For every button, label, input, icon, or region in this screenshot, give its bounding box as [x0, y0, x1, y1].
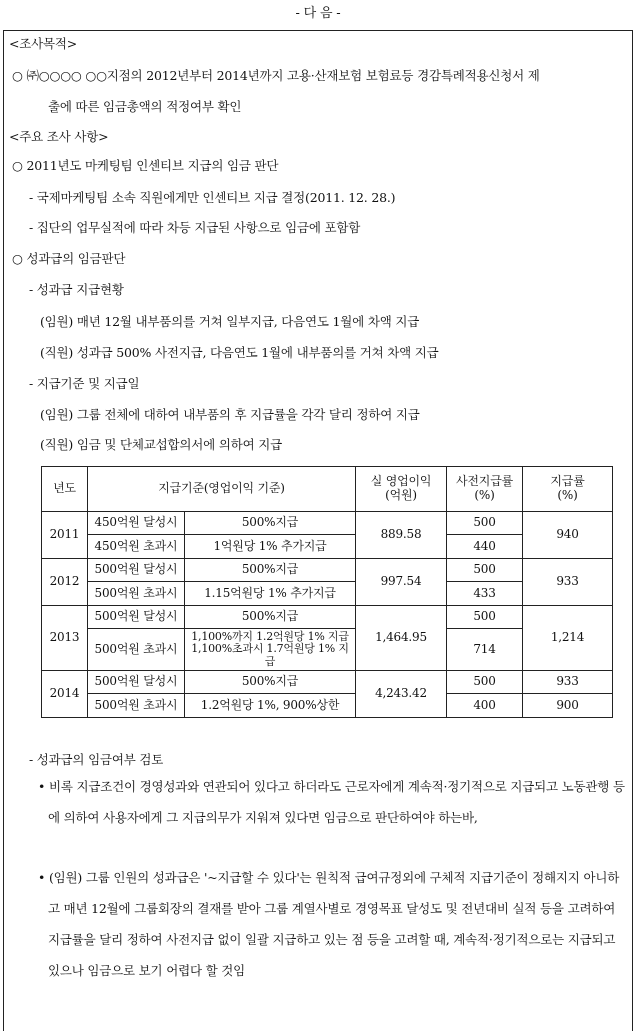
purpose-line-2: 출에 따른 임금총액의 적정여부 확인: [48, 99, 242, 114]
profit-value: 4,243.42: [356, 670, 447, 717]
criteria-detail: 500%지급: [185, 558, 356, 582]
criteria-condition: 450억원 달성시: [88, 511, 185, 535]
criteria-condition: 500억원 초과시: [88, 629, 185, 671]
advance-rate: 400: [447, 694, 523, 718]
item-2-point-b: - 지급기준 및 지급일: [29, 376, 140, 391]
item-2-point-a-executives: (임원) 매년 12월 내부품의를 거쳐 일부지급, 다음연도 1월에 차액 지급: [40, 314, 420, 329]
header-advance-rate: 사전지급률 (%): [447, 467, 523, 512]
header-profit: 실 영업이익 (억원): [356, 467, 447, 512]
item-1-point-a: - 국제마케팅팀 소속 직원에게만 인센티브 지급 결정(2011. 12. 28.): [29, 190, 396, 205]
criteria-detail: 1.15억원당 1% 추가지급: [185, 582, 356, 606]
bonus-payment-table: [41, 466, 613, 718]
review-bullet-1: • 비록 지급조건이 경영성과와 연관되어 있다고 하더라도 근로자에게 계속적·정기적으로 지급되고 노동관행 등에 의하여 사용자에게 그 지급의무가 지워져 있다면 임금으로 판단하여야 하는바,: [38, 779, 625, 825]
row-year: 2011: [42, 511, 88, 558]
profit-value: 889.58: [356, 511, 447, 558]
criteria-condition: 500억원 달성시: [88, 670, 185, 694]
criteria-detail: 1.2억원당 1%, 900%상한: [185, 694, 356, 718]
criteria-condition: 500억원 달성시: [88, 605, 185, 629]
row-year: 2014: [42, 670, 88, 717]
advance-rate: 500: [447, 605, 523, 629]
purpose-line-1: ○ ㈜○○○○ ○○지점의 2012년부터 2014년까지 고용·산재보험 보험료등 경감특례적용신청서 제: [12, 68, 540, 83]
criteria-detail: 500%지급: [185, 670, 356, 694]
document-heading: - 다 음 -: [295, 6, 341, 21]
profit-value: 997.54: [356, 558, 447, 605]
review-heading: - 성과급의 임금여부 검토: [29, 752, 164, 767]
criteria-condition: 500억원 달성시: [88, 558, 185, 582]
criteria-condition: 500억원 초과시: [88, 694, 185, 718]
header-criteria: 지급기준(영업이익 기준): [88, 467, 356, 512]
payment-rate: 933: [523, 558, 613, 605]
review-bullet-2: • (임원) 그룹 인원의 성과급은 '~지급할 수 있다'는 원칙적 급여규정외에 구체적 지급기준이 정해지지 아니하고 매년 12월에 그룹회장의 결재를 받아 그룹 계열사별로 경영목표 달성도 및 전년대비 실적 등을 고려하여 지급률을 달리 정하여 사전지급 없이 일괄 지급하고 있는 점 등을 고려할 때, 계속적·정기적으로는 지급되고 있으나 임금으로 보기 어렵다 할 것임: [38, 870, 620, 978]
header-year: 년도: [42, 467, 88, 512]
row-year: 2013: [42, 605, 88, 670]
criteria-detail: 500%지급: [185, 605, 356, 629]
header-payment-rate: 지급률 (%): [523, 467, 613, 512]
criteria-condition: 500억원 초과시: [88, 582, 185, 606]
advance-rate: 440: [447, 535, 523, 559]
item-2-heading: ○ 성과급의 임금판단: [12, 251, 126, 266]
section-label-purpose: <조사목적>: [9, 36, 78, 51]
advance-rate: 500: [447, 558, 523, 582]
advance-rate: 714: [447, 629, 523, 671]
profit-value: 1,464.95: [356, 605, 447, 670]
criteria-condition: 450억원 초과시: [88, 535, 185, 559]
advance-rate: 433: [447, 582, 523, 606]
payment-rate: 1,214: [523, 605, 613, 670]
row-year: 2012: [42, 558, 88, 605]
item-2-point-b-staff: (직원) 임금 및 단체교섭합의서에 의하여 지급: [40, 437, 282, 452]
advance-rate: 500: [447, 670, 523, 694]
section-label-items: <주요 조사 사항>: [9, 129, 109, 144]
item-2-point-a-staff: (직원) 성과급 500% 사전지급, 다음연도 1월에 내부품의를 거쳐 차액 지급: [40, 345, 439, 360]
payment-rate: 940: [523, 511, 613, 558]
payment-rate: 933: [523, 670, 613, 694]
item-1-heading: ○ 2011년도 마케팅팀 인센티브 지급의 임금 판단: [12, 158, 279, 173]
criteria-detail: 1억원당 1% 추가지급: [185, 535, 356, 559]
item-2-point-a: - 성과급 지급현황: [29, 282, 124, 297]
criteria-detail: 1,100%까지 1.2억원당 1% 지급 1,100%초과시 1.7억원당 1% 지급: [185, 629, 356, 671]
payment-rate: 900: [523, 694, 613, 718]
item-2-point-b-executives: (임원) 그룹 전체에 대하여 내부품의 후 지급률을 각각 달리 정하여 지급: [40, 407, 420, 422]
advance-rate: 500: [447, 511, 523, 535]
item-1-point-b: - 집단의 업무실적에 따라 차등 지급된 사항으로 임금에 포함함: [29, 220, 361, 235]
criteria-detail: 500%지급: [185, 511, 356, 535]
